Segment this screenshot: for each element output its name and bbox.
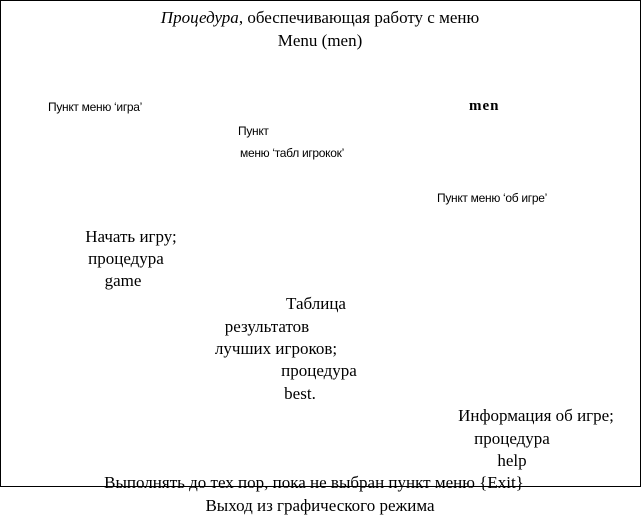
best-line2: результатов — [224, 317, 310, 336]
help-line3: help — [497, 451, 527, 470]
menu-item-table-label-line1: Пункт — [238, 124, 269, 138]
title-rest: , обеспечивающая работу с меню — [238, 8, 480, 27]
help-line2: процедура — [474, 429, 550, 448]
best-line1: Таблица — [286, 294, 346, 313]
menu-item-game-label: Пункт меню ‘игра’ — [48, 100, 143, 114]
diagram-title-line1 — [161, 9, 479, 26]
best-line4: процедура — [281, 361, 357, 380]
menu-item-about-label: Пункт меню ‘об игре’ — [437, 191, 547, 205]
exit-graphics-mode: Выход из графического режима — [205, 496, 435, 515]
title-italic: Процедура — [160, 8, 239, 27]
diagram-title-line2: Menu (men) — [277, 31, 363, 50]
start-game-line2: процедура — [88, 249, 164, 268]
start-game-line1: Начать игру; — [85, 227, 177, 246]
men-label: men — [469, 98, 500, 114]
help-line1: Информация об игре; — [458, 406, 614, 425]
start-game-line3: game — [104, 271, 142, 290]
loop-condition: Выполнять до тех пор, пока не выбран пункт меню {Exit} — [104, 473, 524, 492]
best-line3: лучших игроков; — [214, 339, 338, 358]
best-line5: best. — [284, 384, 316, 403]
menu-item-table-label-line2: меню ‘табл игрокок’ — [240, 146, 344, 160]
